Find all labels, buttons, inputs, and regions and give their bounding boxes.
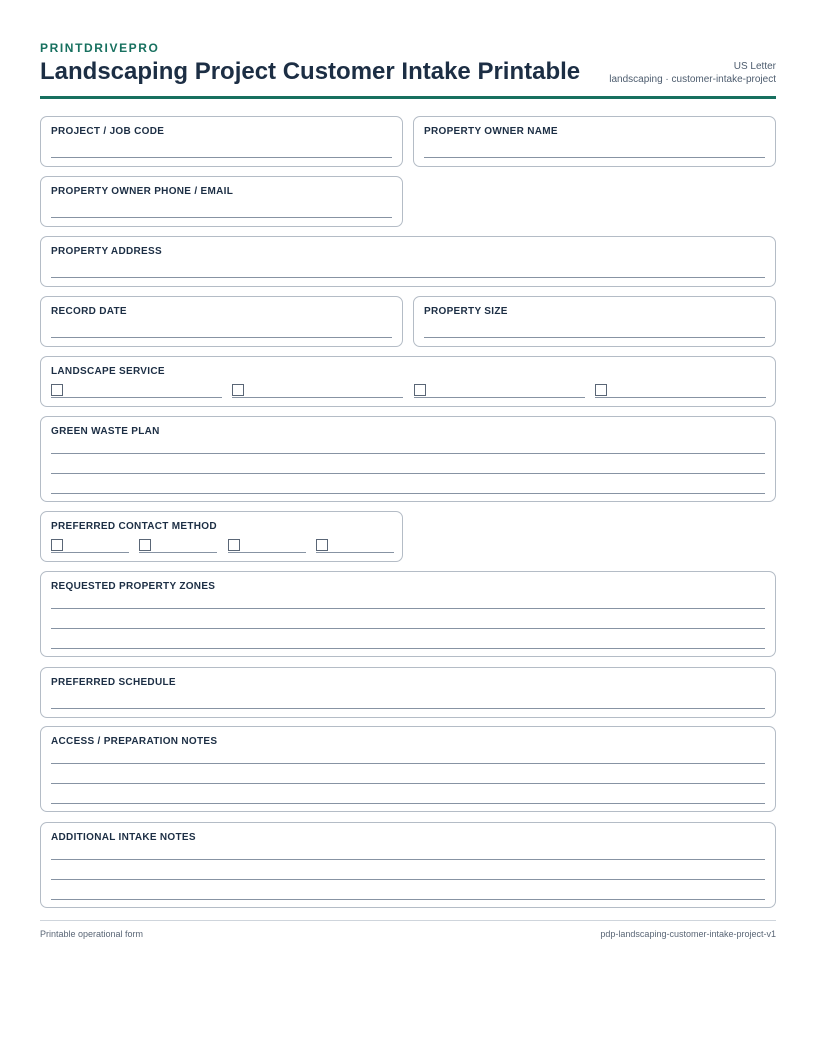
footer-rule [40, 920, 776, 921]
write-line[interactable] [51, 803, 765, 804]
service-option[interactable] [232, 384, 403, 398]
contact-option[interactable] [316, 539, 394, 553]
job-code-field[interactable] [40, 116, 403, 167]
checkbox[interactable] [595, 384, 607, 396]
contact-option[interactable] [228, 539, 306, 553]
checkbox[interactable] [228, 539, 240, 551]
field-label: LANDSCAPE SERVICE [51, 366, 165, 377]
additional-notes-field[interactable] [40, 822, 776, 908]
service-option[interactable] [51, 384, 222, 398]
option-line [51, 552, 129, 553]
write-line[interactable] [51, 763, 765, 764]
green-waste-field[interactable] [40, 416, 776, 502]
write-line[interactable] [51, 859, 765, 860]
write-line[interactable] [51, 879, 765, 880]
service-option[interactable] [595, 384, 766, 398]
field-label: PROPERTY SIZE [424, 306, 508, 317]
write-line[interactable] [51, 157, 392, 158]
option-line [595, 397, 766, 398]
option-line [51, 397, 222, 398]
checkbox[interactable] [139, 539, 151, 551]
field-label: REQUESTED PROPERTY ZONES [51, 581, 216, 592]
field-label: ADDITIONAL INTAKE NOTES [51, 832, 196, 843]
contact-option[interactable] [51, 539, 129, 553]
brand-name: PRINTDRIVEPRO [40, 41, 160, 55]
page-title: Landscaping Project Customer Intake Printable [40, 58, 581, 85]
field-label: PROPERTY OWNER PHONE / EMAIL [51, 186, 234, 197]
record-date-field[interactable] [40, 296, 403, 347]
field-label: PROJECT / JOB CODE [51, 126, 165, 137]
header-rule [40, 96, 776, 99]
write-line[interactable] [424, 337, 765, 338]
write-line[interactable] [51, 337, 392, 338]
contact-option[interactable] [139, 539, 217, 553]
write-line[interactable] [51, 628, 765, 629]
option-line [232, 397, 403, 398]
option-line [228, 552, 306, 553]
write-line[interactable] [51, 277, 765, 278]
field-label: RECORD DATE [51, 306, 127, 317]
checkbox[interactable] [51, 539, 63, 551]
write-line[interactable] [51, 217, 392, 218]
checkbox[interactable] [232, 384, 244, 396]
field-label: PREFERRED SCHEDULE [51, 677, 176, 688]
write-line[interactable] [51, 608, 765, 609]
field-label: GREEN WASTE PLAN [51, 426, 160, 437]
owner-name-field[interactable] [413, 116, 776, 167]
field-label: PREFERRED CONTACT METHOD [51, 521, 217, 532]
landscape-service-field [40, 356, 776, 407]
write-line[interactable] [51, 493, 765, 494]
checkbox[interactable] [316, 539, 328, 551]
write-line[interactable] [424, 157, 765, 158]
document-tags: landscaping · customer-intake-project [609, 74, 776, 85]
form-id: pdp-landscaping-customer-intake-project-v1 [600, 929, 776, 939]
field-label: ACCESS / PREPARATION NOTES [51, 736, 218, 747]
owner-contact-field[interactable] [40, 176, 403, 227]
option-line [414, 397, 585, 398]
field-label: PROPERTY ADDRESS [51, 246, 162, 257]
address-field[interactable] [40, 236, 776, 287]
document-meta [609, 60, 776, 86]
service-option[interactable] [414, 384, 585, 398]
write-line[interactable] [51, 708, 765, 709]
write-line[interactable] [51, 899, 765, 900]
checkbox[interactable] [51, 384, 63, 396]
property-zones-field[interactable] [40, 571, 776, 657]
footer-note: Printable operational form [40, 929, 144, 939]
contact-method-field [40, 511, 403, 562]
write-line[interactable] [51, 473, 765, 474]
field-label: PROPERTY OWNER NAME [424, 126, 558, 137]
schedule-field[interactable] [40, 667, 776, 718]
checkbox[interactable] [414, 384, 426, 396]
option-line [316, 552, 394, 553]
paper-size: US Letter [733, 61, 776, 72]
write-line[interactable] [51, 783, 765, 784]
write-line[interactable] [51, 453, 765, 454]
write-line[interactable] [51, 648, 765, 649]
access-notes-field[interactable] [40, 726, 776, 812]
property-size-field[interactable] [413, 296, 776, 347]
option-line [139, 552, 217, 553]
